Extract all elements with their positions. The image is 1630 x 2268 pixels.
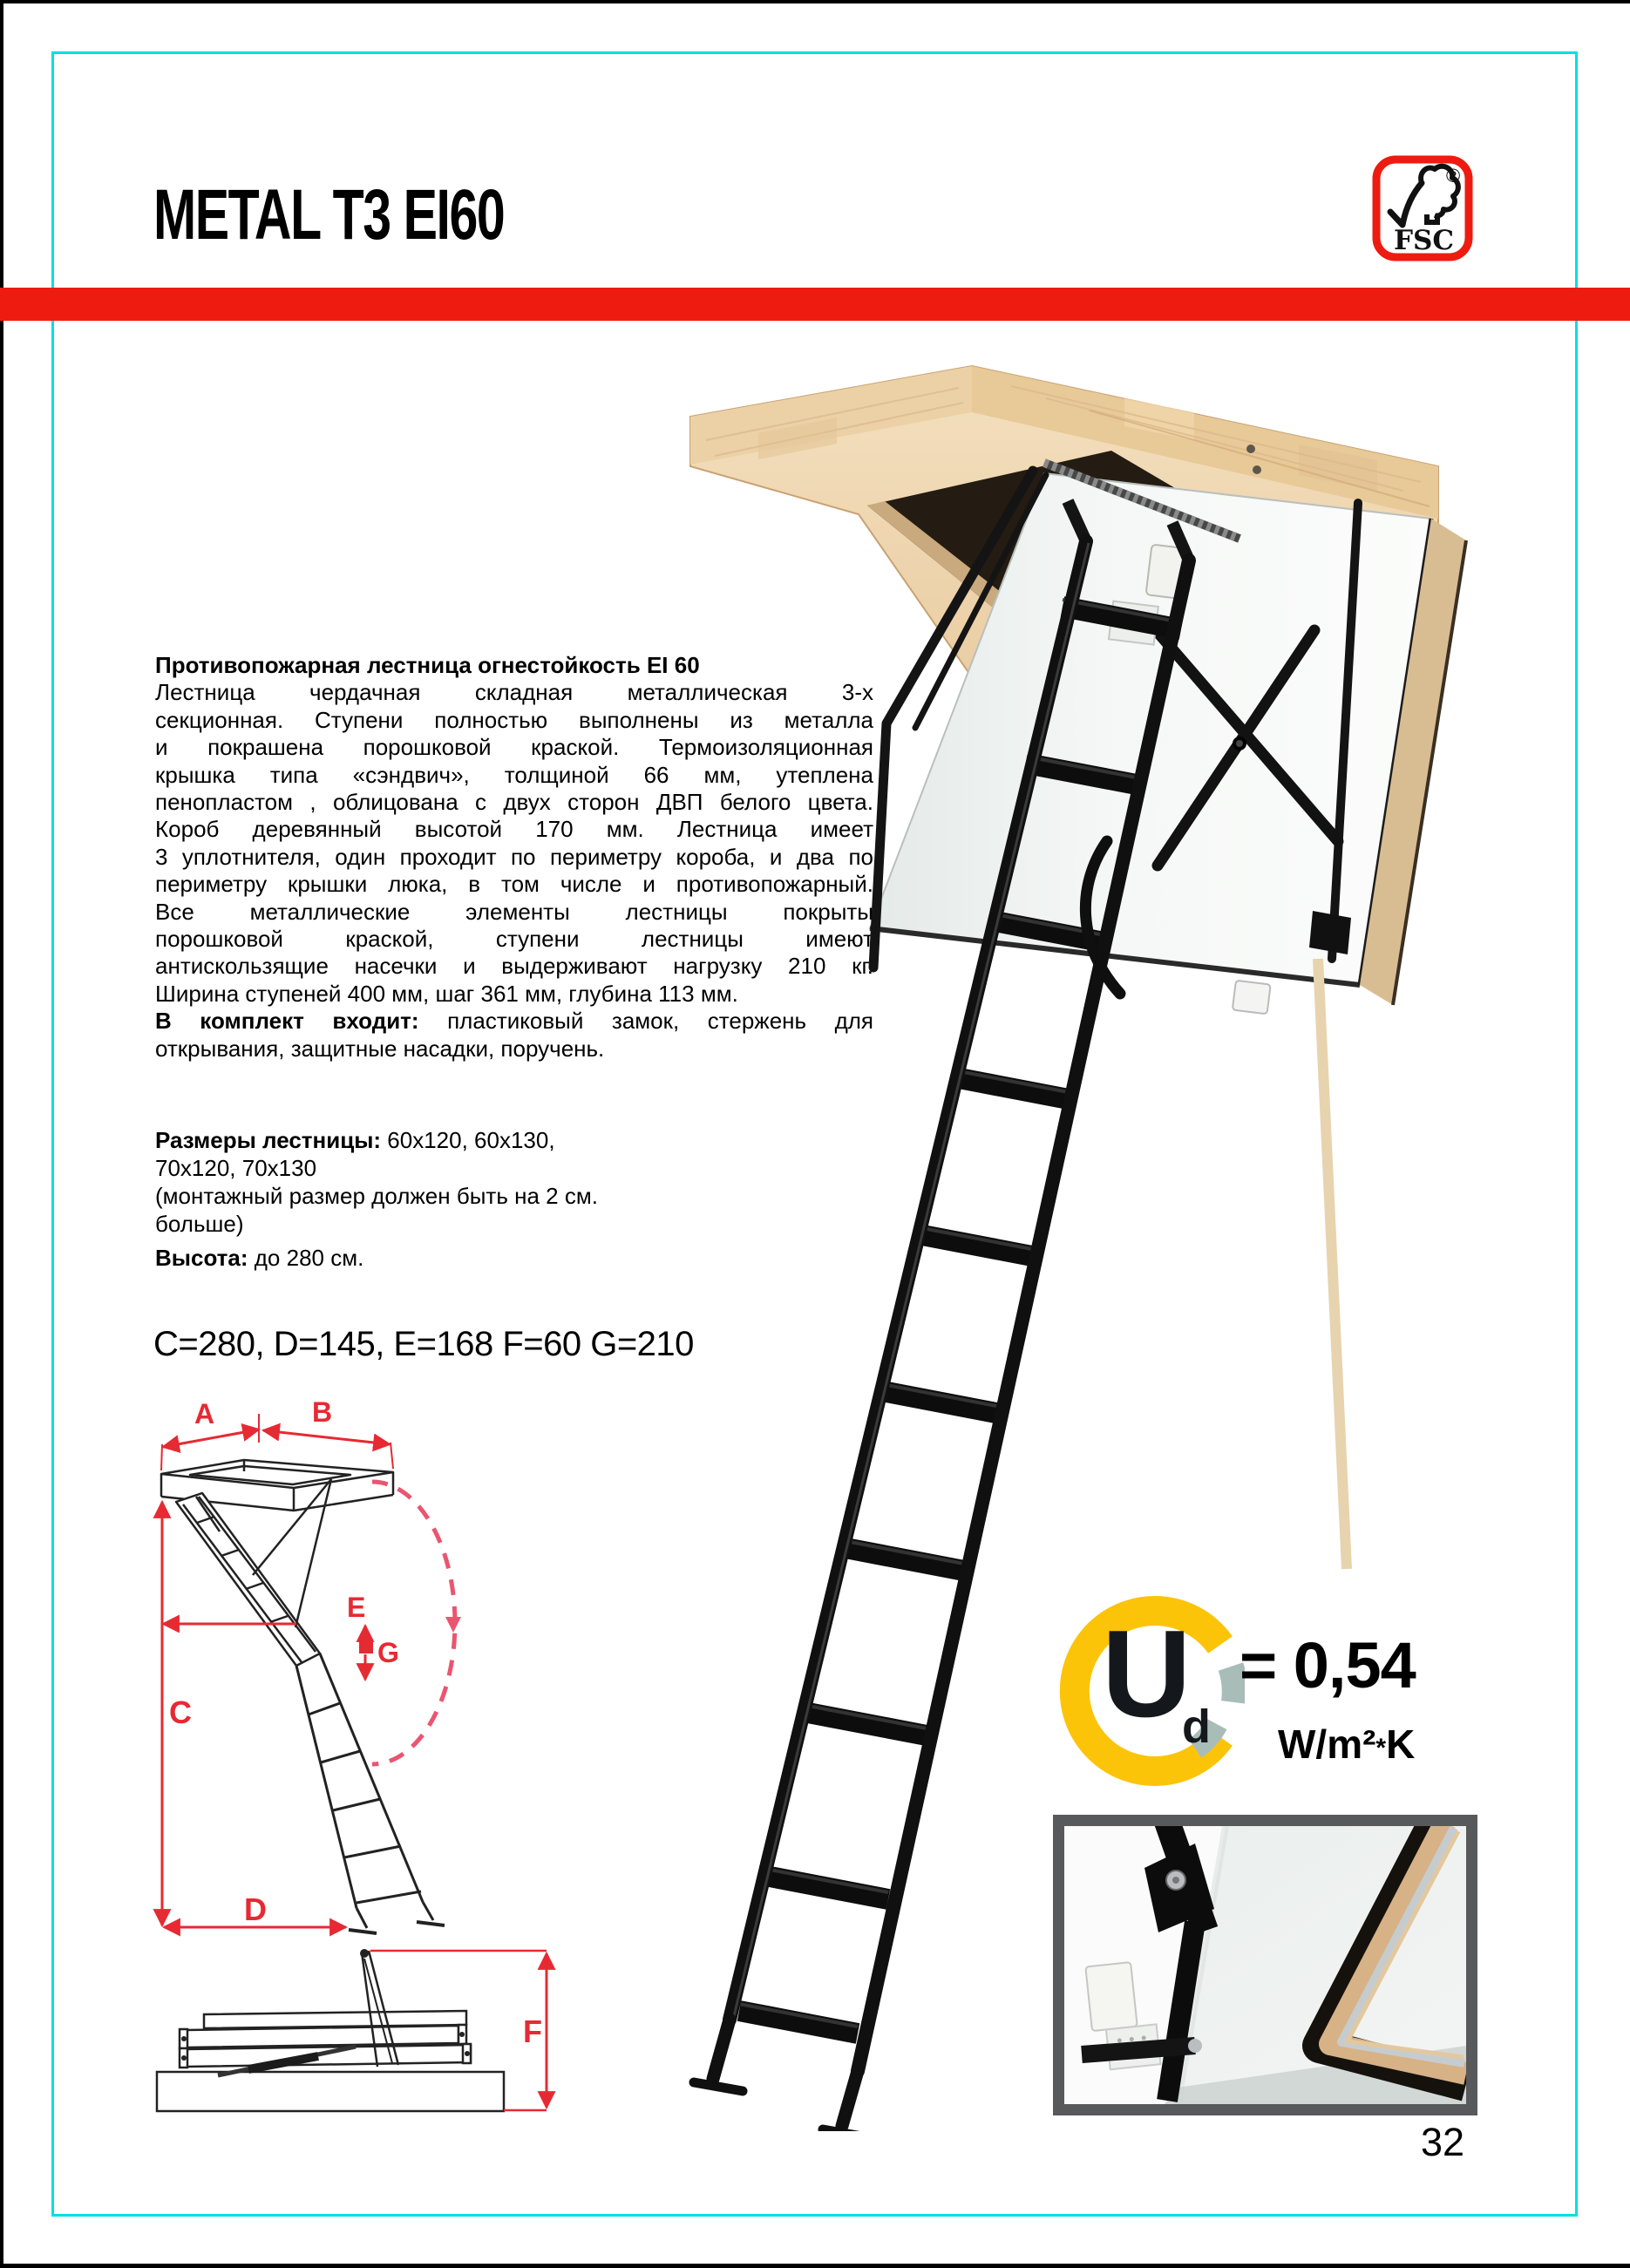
height-line (155, 1245, 626, 1272)
diagram-folded-ladder (157, 1891, 547, 2111)
dim-label-e: E (347, 1592, 366, 1623)
screw (1246, 445, 1255, 453)
text-line: 3 уплотнителя, один проходит по периметру короба, и два по (155, 843, 873, 870)
u-value-badge (1044, 1588, 1454, 1797)
u-value: = 0,54 (1239, 1629, 1416, 1701)
dimension-values-line: C=280, D=145, E=168 F=60 G=210 (153, 1325, 694, 1363)
dim-label-a: A (194, 1398, 215, 1429)
text-line: Ширина ступеней 400 мм, шаг 361 мм, глубина 113 мм. (155, 980, 738, 1007)
dim-label-g: G (377, 1637, 399, 1668)
u-unit: W/m²*K (1278, 1721, 1416, 1767)
sizes-block (155, 1126, 626, 1238)
dim-label-b: B (312, 1396, 333, 1428)
text-line: Лестница чердачная складная металлическая 3-х (155, 679, 873, 706)
text-line: и покрашена порошковой краской. Термоизоляционная (155, 734, 873, 761)
ladder-foot (823, 2129, 872, 2131)
screw (1253, 465, 1261, 474)
fsc-text: FSC (1394, 225, 1455, 256)
text-line: (монтажный размер должен быть на 2 см. (155, 1183, 598, 1209)
text-line: Размеры лестницы: 60x120, 60x130, (155, 1127, 555, 1153)
u-symbol: U (1102, 1605, 1192, 1743)
text-line: Высота: до 280 см. (155, 1245, 364, 1271)
technical-diagrams (113, 1390, 567, 2140)
page-edge-bottom (0, 2264, 1630, 2268)
description-heading: Противопожарная лестница огнестойкость EI 60 (155, 652, 700, 678)
page-edge-left (0, 0, 3, 2268)
fsc-logo (1371, 154, 1474, 262)
text-line: секционная. Ступени полностью выполнены из металла (155, 706, 873, 733)
opening-rod (1318, 959, 1347, 1569)
detail-photo (1053, 1815, 1477, 2115)
g-load-symbol (359, 1640, 373, 1653)
text-line: порошковой краской, ступени лестницы имеют (155, 926, 873, 953)
fsc-logo-icon (1371, 154, 1474, 262)
text-line: 70x120, 70x130 (155, 1155, 317, 1181)
text-line: крышка типа «сэндвич», толщиной 66 мм, утеплена (155, 761, 873, 788)
text-line: больше) (155, 1211, 244, 1237)
text-line: периметру крышки люка, в том числе и противопожарный. (155, 871, 873, 898)
page-number: 32 (1421, 2120, 1465, 2164)
text-line: Короб деревянный высотой 170 мм. Лестница имеет (155, 816, 873, 843)
text-line: В комплект входит: пластиковый замок, стержень для (155, 1008, 874, 1035)
text-line: антискользящие насечки и выдерживают нагрузку 210 кг. (155, 953, 873, 980)
red-accent-bar (0, 288, 1630, 321)
text-line: Все металлические элементы лестницы покрыты (155, 898, 873, 925)
ladder-foot (694, 2082, 743, 2091)
text-line: пенопластом , облицована с двух сторон ДВП белого цвета. (155, 789, 873, 816)
dim-label-c: C (169, 1694, 192, 1730)
fsc-registered-mark: ® (1446, 165, 1461, 187)
text-line: открывания, защитные насадки, поручень. (155, 1035, 605, 1062)
dim-label-d: D (244, 1891, 267, 1927)
page-title: METAL T3 EI60 (153, 175, 505, 255)
detail-photo-image (1064, 1826, 1466, 2104)
dim-label-f: F (523, 2013, 542, 2049)
lock (1233, 981, 1271, 1015)
page-edge-top (0, 0, 1630, 3)
u-subscript: d (1182, 1701, 1211, 1753)
diagram-open-ladder (161, 1396, 461, 1933)
